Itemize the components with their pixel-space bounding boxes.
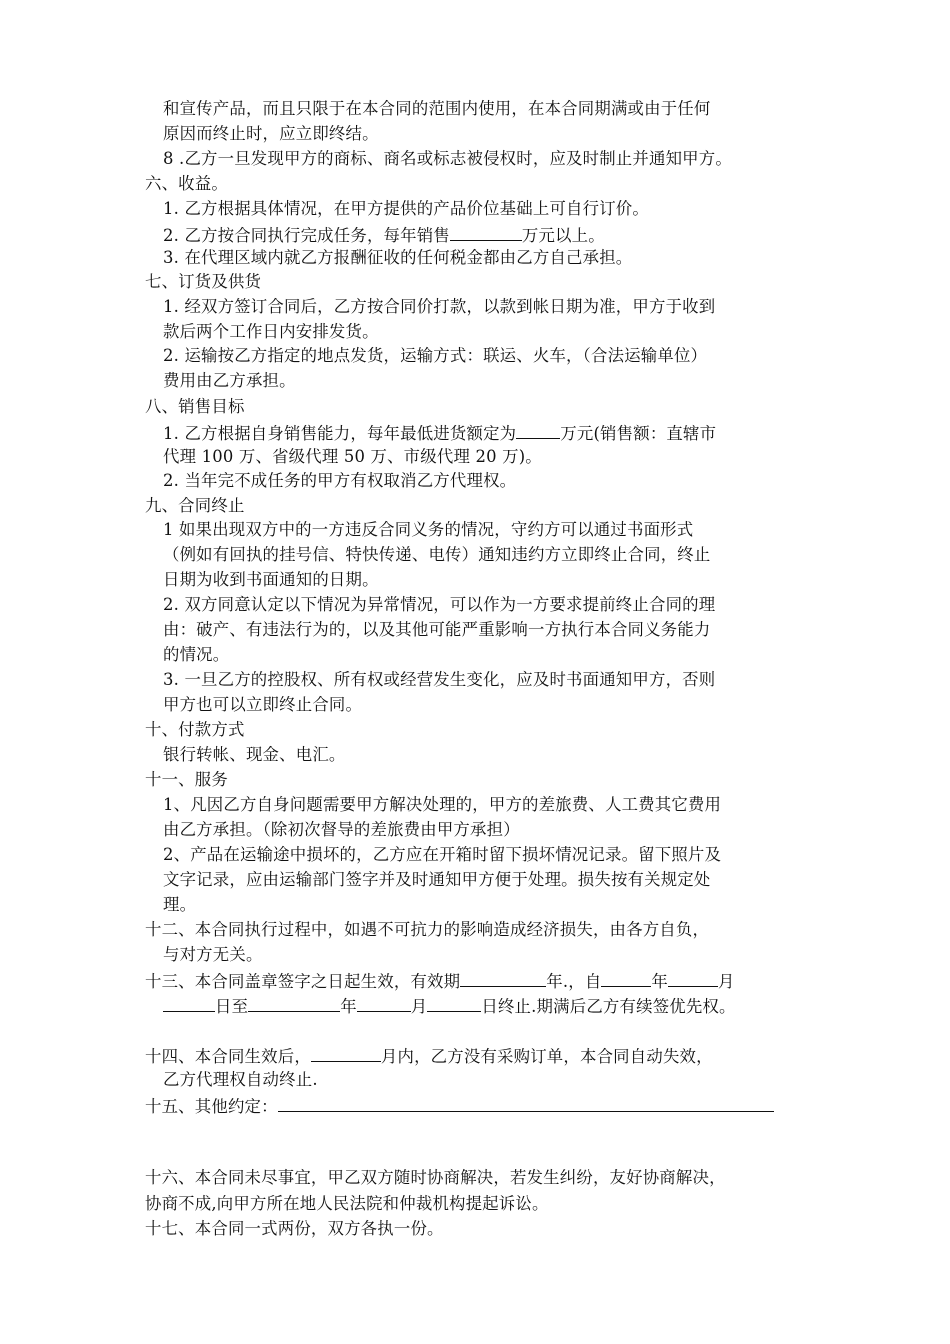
text-line: 和宣传产品，而且只限于在本合同的范围内使用，在本合同期满或由于任何 — [163, 99, 711, 118]
text-line: 乙方代理权自动终止. — [163, 1070, 318, 1089]
text-line: 甲方也可以立即终止合同。 — [163, 695, 363, 714]
section-heading: 九、合同终止 — [145, 496, 245, 515]
text-line: 与对方无关。 — [163, 945, 263, 964]
text-line: 3. 一旦乙方的控股权、所有权或经营发生变化，应及时书面通知甲方，否则 — [163, 670, 716, 689]
blank-field — [163, 993, 215, 1012]
section-heading: 十三、本合同盖章签字之日起生效，有效期 年.，自 年 月 — [145, 968, 735, 994]
text-line: 2. 运输按乙方指定的地点发货，运输方式：联运、火车，（合法运输单位） — [163, 346, 708, 365]
text-line: 1 如果出现双方中的一方违反合同义务的情况，守约方可以通过书面形式 — [163, 520, 694, 539]
text-line: 款后两个工作日内安排发货。 — [163, 322, 379, 341]
text-line: 代理 100 万、省级代理 50 万、市级代理 20 万)。 — [163, 447, 542, 466]
blank-field — [601, 968, 651, 987]
text-line: 1. 经双方签订合同后，乙方按合同价打款，以款到帐日期为准，甲方于收到 — [163, 297, 716, 316]
text-line: 理。 — [163, 895, 197, 914]
blank-field — [668, 968, 718, 987]
section-heading: 十二、本合同执行过程中，如遇不可抗力的影响造成经济损失，由各方自负， — [145, 920, 710, 939]
blank-field — [357, 993, 411, 1012]
text-line: 日期为收到书面通知的日期。 — [163, 570, 379, 589]
blank-field — [460, 968, 546, 987]
blank-field — [450, 222, 522, 241]
text-line: 日至 年 月 日终止.期满后乙方有续签优先权。 — [163, 993, 736, 1019]
section-heading: 六、收益。 — [145, 174, 228, 193]
text-line: 1. 乙方根据具体情况，在甲方提供的产品价位基础上可自行订价。 — [163, 199, 649, 218]
section-heading: 十四、本合同生效后， 月内，乙方没有采购订单，本合同自动失效， — [145, 1043, 713, 1069]
blank-field — [311, 1043, 381, 1062]
text-line: 的情况。 — [163, 645, 230, 664]
text-line: 2. 双方同意认定以下情况为异常情况，可以作为一方要求提前终止合同的理 — [163, 595, 716, 614]
text-line: 1. 乙方根据自身销售能力，每年最低进货额定为 万元(销售额：直辖市 — [163, 420, 716, 446]
blank-field — [516, 420, 560, 439]
text-line: 2. 当年完不成任务的甲方有权取消乙方代理权。 — [163, 471, 517, 490]
text-line: 由：破产、有违法行为的，以及其他可能严重影响一方执行本合同义务能力 — [163, 620, 711, 639]
text-line: （例如有回执的挂号信、特快传递、电传）通知违约方立即终止合同，终止 — [163, 545, 711, 564]
section-heading: 十一、服务 — [145, 770, 228, 789]
text-line: 2、产品在运输途中损坏的，乙方应在开箱时留下损坏情况记录。留下照片及 — [163, 845, 722, 864]
section-heading: 十、付款方式 — [145, 720, 245, 739]
text-line: 文字记录，应由运输部门签字并及时通知甲方便于处理。损失按有关规定处 — [163, 870, 711, 889]
section-heading: 十七、本合同一式两份，双方各执一份。 — [145, 1219, 444, 1238]
text-line: 8 .乙方一旦发现甲方的商标、商名或标志被侵权时，应及时制止并通知甲方。 — [163, 149, 732, 168]
text-line: 3. 在代理区域内就乙方报酬征收的任何税金都由乙方自己承担。 — [163, 248, 633, 267]
blank-field — [278, 1093, 774, 1112]
text-line: 协商不成,向甲方所在地人民法院和仲裁机构提起诉讼。 — [145, 1194, 549, 1213]
section-heading: 八、销售目标 — [145, 397, 245, 416]
text-line: 银行转帐、现金、电汇。 — [163, 745, 346, 764]
text-line: 1、凡因乙方自身问题需要甲方解决处理的，甲方的差旅费、人工费其它费用 — [163, 795, 722, 814]
section-heading: 十六、本合同未尽事宜，甲乙双方随时协商解决，若发生纠纷，友好协商解决， — [145, 1168, 726, 1187]
section-heading: 七、订货及供货 — [145, 272, 262, 291]
blank-field — [427, 993, 481, 1012]
text-line: 由乙方承担。（除初次督导的差旅费由甲方承担） — [163, 820, 520, 839]
text-line: 2. 乙方按合同执行完成任务，每年销售 万元以上。 — [163, 222, 605, 248]
section-heading: 十五、其他约定： — [145, 1093, 774, 1119]
blank-field — [248, 993, 340, 1012]
text-line: 原因而终止时，应立即终结。 — [163, 124, 379, 143]
text-line: 费用由乙方承担。 — [163, 371, 296, 390]
